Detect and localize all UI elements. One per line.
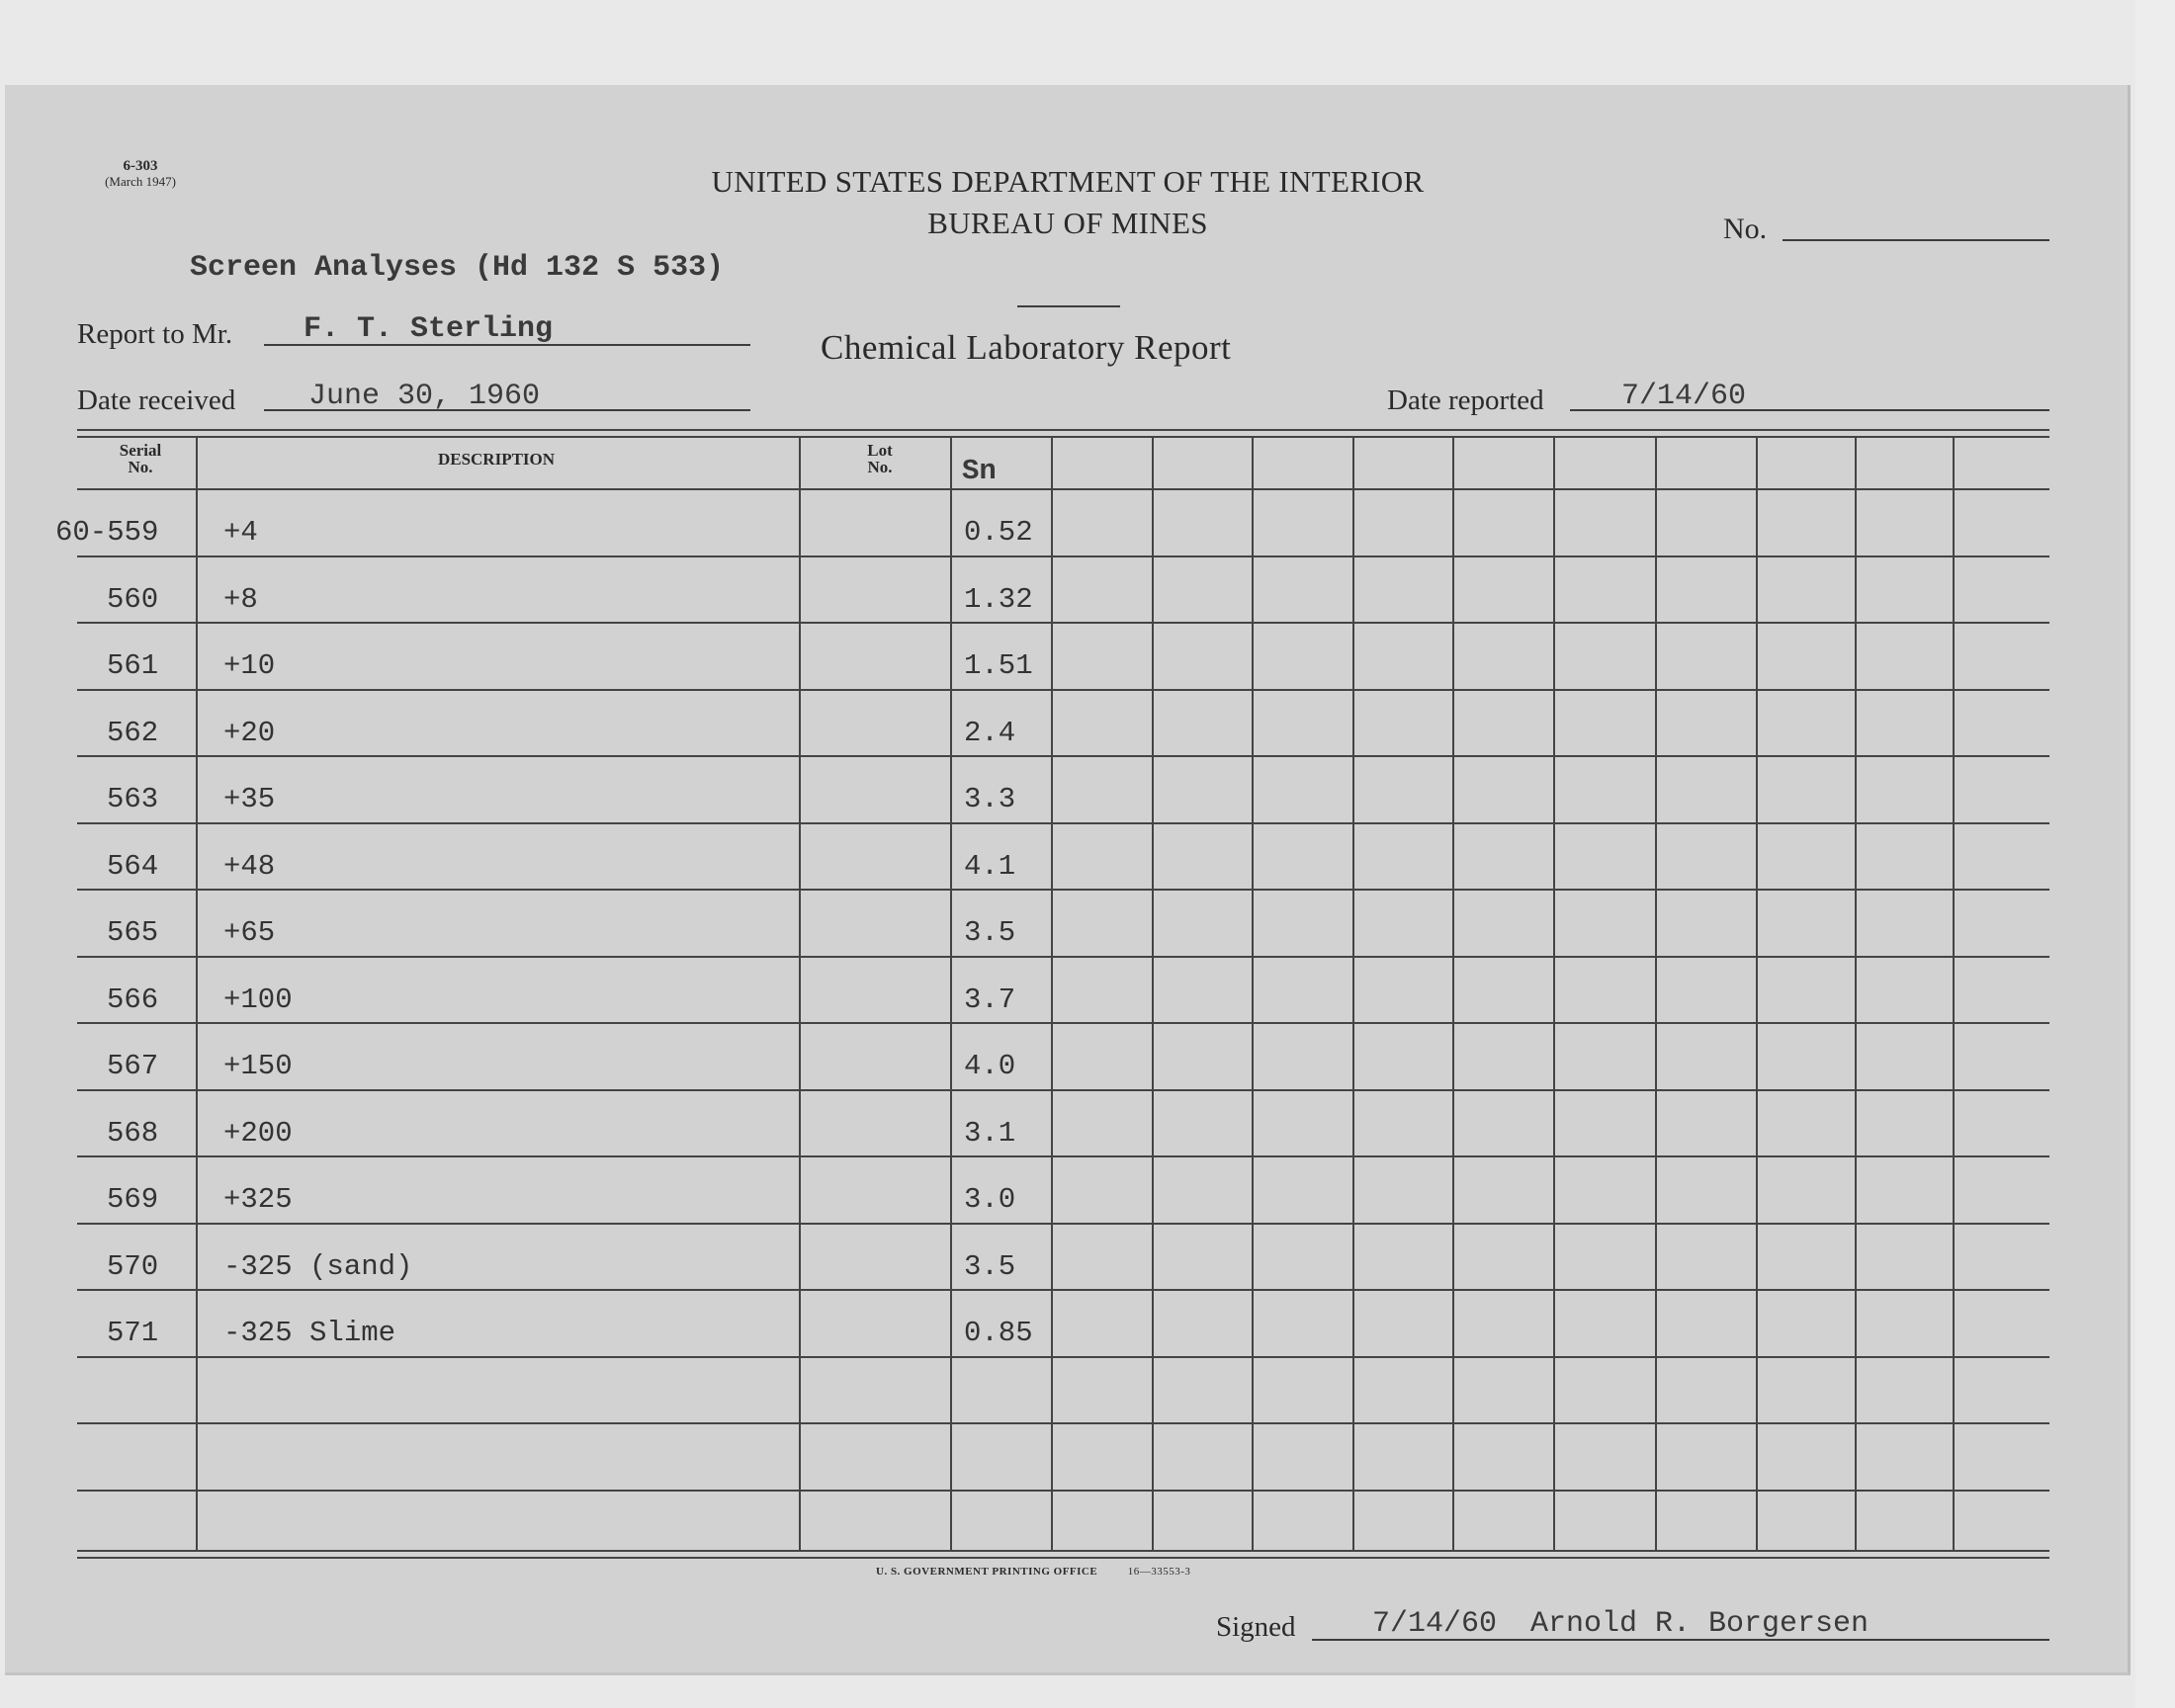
report-to-label: Report to Mr.: [77, 318, 233, 350]
form-revision: (March 1947): [105, 174, 176, 189]
date-received-line: [264, 409, 750, 411]
description-cell: -325 Slime: [223, 1317, 396, 1349]
print-code: 16—33553-3: [1127, 1566, 1191, 1578]
serial-cell: 60-559: [55, 516, 159, 549]
serial-cell: 564: [107, 850, 159, 883]
department-heading: UNITED STATES DEPARTMENT OF THE INTERIOR: [711, 164, 1425, 199]
column-line: [1553, 438, 1555, 1550]
date-received-label: Date received: [77, 384, 236, 416]
row-line: [77, 1089, 2049, 1091]
header-bottom-rule: [77, 488, 2049, 490]
serial-cell: 561: [107, 649, 159, 682]
column-line: [1953, 438, 1955, 1550]
description-cell: +48: [223, 850, 276, 883]
row-line: [77, 555, 2049, 557]
header-sn: Sn: [962, 455, 997, 487]
sn-cell: 1.32: [964, 583, 1033, 616]
sn-cell: 3.1: [964, 1117, 1016, 1150]
serial-cell: 560: [107, 583, 159, 616]
serial-cell: 563: [107, 783, 159, 815]
form-number: [81, 159, 200, 189]
serial-cell: 570: [107, 1250, 159, 1283]
sn-cell: 0.85: [964, 1317, 1033, 1349]
row-line: [77, 1223, 2049, 1225]
row-line: [77, 822, 2049, 824]
sn-cell: 3.5: [964, 1250, 1016, 1283]
sn-cell: 3.3: [964, 783, 1016, 815]
background-edge: [2135, 0, 2175, 1708]
sn-cell: 3.5: [964, 916, 1016, 949]
table-top-rule: [77, 429, 2049, 431]
row-line: [77, 1289, 2049, 1291]
signed-date: 7/14/60: [1372, 1607, 1498, 1641]
sn-cell: 4.1: [964, 850, 1016, 883]
row-line: [77, 889, 2049, 891]
serial-cell: 571: [107, 1317, 159, 1349]
date-reported-label: Date reported: [1387, 384, 1544, 416]
header-serial-no: [99, 442, 182, 475]
description-cell: +20: [223, 717, 276, 749]
serial-cell: 567: [107, 1050, 159, 1082]
row-line: [77, 1356, 2049, 1358]
column-line: [196, 438, 198, 1550]
column-line: [1855, 438, 1857, 1550]
description-cell: +65: [223, 916, 276, 949]
bureau-heading: BUREAU OF MINES: [927, 206, 1208, 240]
description-cell: +8: [223, 583, 258, 616]
report-to-line: [264, 344, 750, 346]
date-received-value: June 30, 1960: [308, 380, 541, 413]
serial-cell: 569: [107, 1183, 159, 1216]
table-top-rule-2: [77, 436, 2049, 438]
signed-label: Signed: [1216, 1611, 1296, 1643]
table-bottom-rule: [77, 1550, 2049, 1552]
description-cell: +35: [223, 783, 276, 815]
subject-text: Screen Analyses (Hd 132 S 533): [190, 251, 725, 285]
column-line: [1756, 438, 1758, 1550]
description-cell: +4: [223, 516, 258, 549]
title-rule: [1017, 305, 1120, 307]
serial-cell: 566: [107, 983, 159, 1016]
sn-cell: 3.7: [964, 983, 1016, 1016]
date-reported-line: [1570, 409, 2049, 411]
serial-cell: 565: [107, 916, 159, 949]
table-bottom-rule-2: [77, 1557, 2049, 1559]
header-description: DESCRIPTION: [437, 450, 556, 469]
signed-name: Arnold R. Borgersen: [1530, 1607, 1870, 1641]
row-line: [77, 689, 2049, 691]
report-to-value: F. T. Sterling: [304, 312, 554, 346]
serial-cell: 568: [107, 1117, 159, 1150]
no-field-line: [1783, 239, 2049, 241]
column-line: [1452, 438, 1454, 1550]
date-reported-value: 7/14/60: [1621, 380, 1747, 413]
row-line: [77, 956, 2049, 958]
sn-cell: 2.4: [964, 717, 1016, 749]
form-number-text: 6-303: [123, 158, 158, 174]
description-cell: -325 (sand): [223, 1250, 413, 1283]
description-cell: +200: [223, 1117, 293, 1150]
row-line: [77, 755, 2049, 757]
description-cell: +10: [223, 649, 276, 682]
column-line: [1252, 438, 1254, 1550]
row-line: [77, 1022, 2049, 1024]
row-line: [77, 1422, 2049, 1424]
column-line: [1152, 438, 1154, 1550]
sn-cell: 4.0: [964, 1050, 1016, 1082]
header-lot-no: Lot No.: [867, 441, 893, 476]
column-line: [1051, 438, 1053, 1550]
printing-office: U. S. GOVERNMENT PRINTING OFFICE: [876, 1566, 1098, 1578]
header-serial-label: Serial No.: [119, 441, 162, 476]
description-cell: +150: [223, 1050, 293, 1082]
no-label: No.: [1723, 213, 1768, 245]
column-line: [1352, 438, 1354, 1550]
description-cell: +100: [223, 983, 293, 1016]
sn-cell: 3.0: [964, 1183, 1016, 1216]
sn-cell: 1.51: [964, 649, 1033, 682]
row-line: [77, 1490, 2049, 1492]
signature-line: [1312, 1639, 2049, 1641]
sn-cell: 0.52: [964, 516, 1033, 549]
row-line: [77, 1155, 2049, 1157]
serial-cell: 562: [107, 717, 159, 749]
column-line: [1655, 438, 1657, 1550]
row-line: [77, 622, 2049, 624]
printing-office-text: [876, 1566, 1190, 1578]
column-line: [799, 438, 801, 1550]
report-title: Chemical Laboratory Report: [821, 328, 1232, 367]
column-line: [950, 438, 952, 1550]
description-cell: +325: [223, 1183, 293, 1216]
